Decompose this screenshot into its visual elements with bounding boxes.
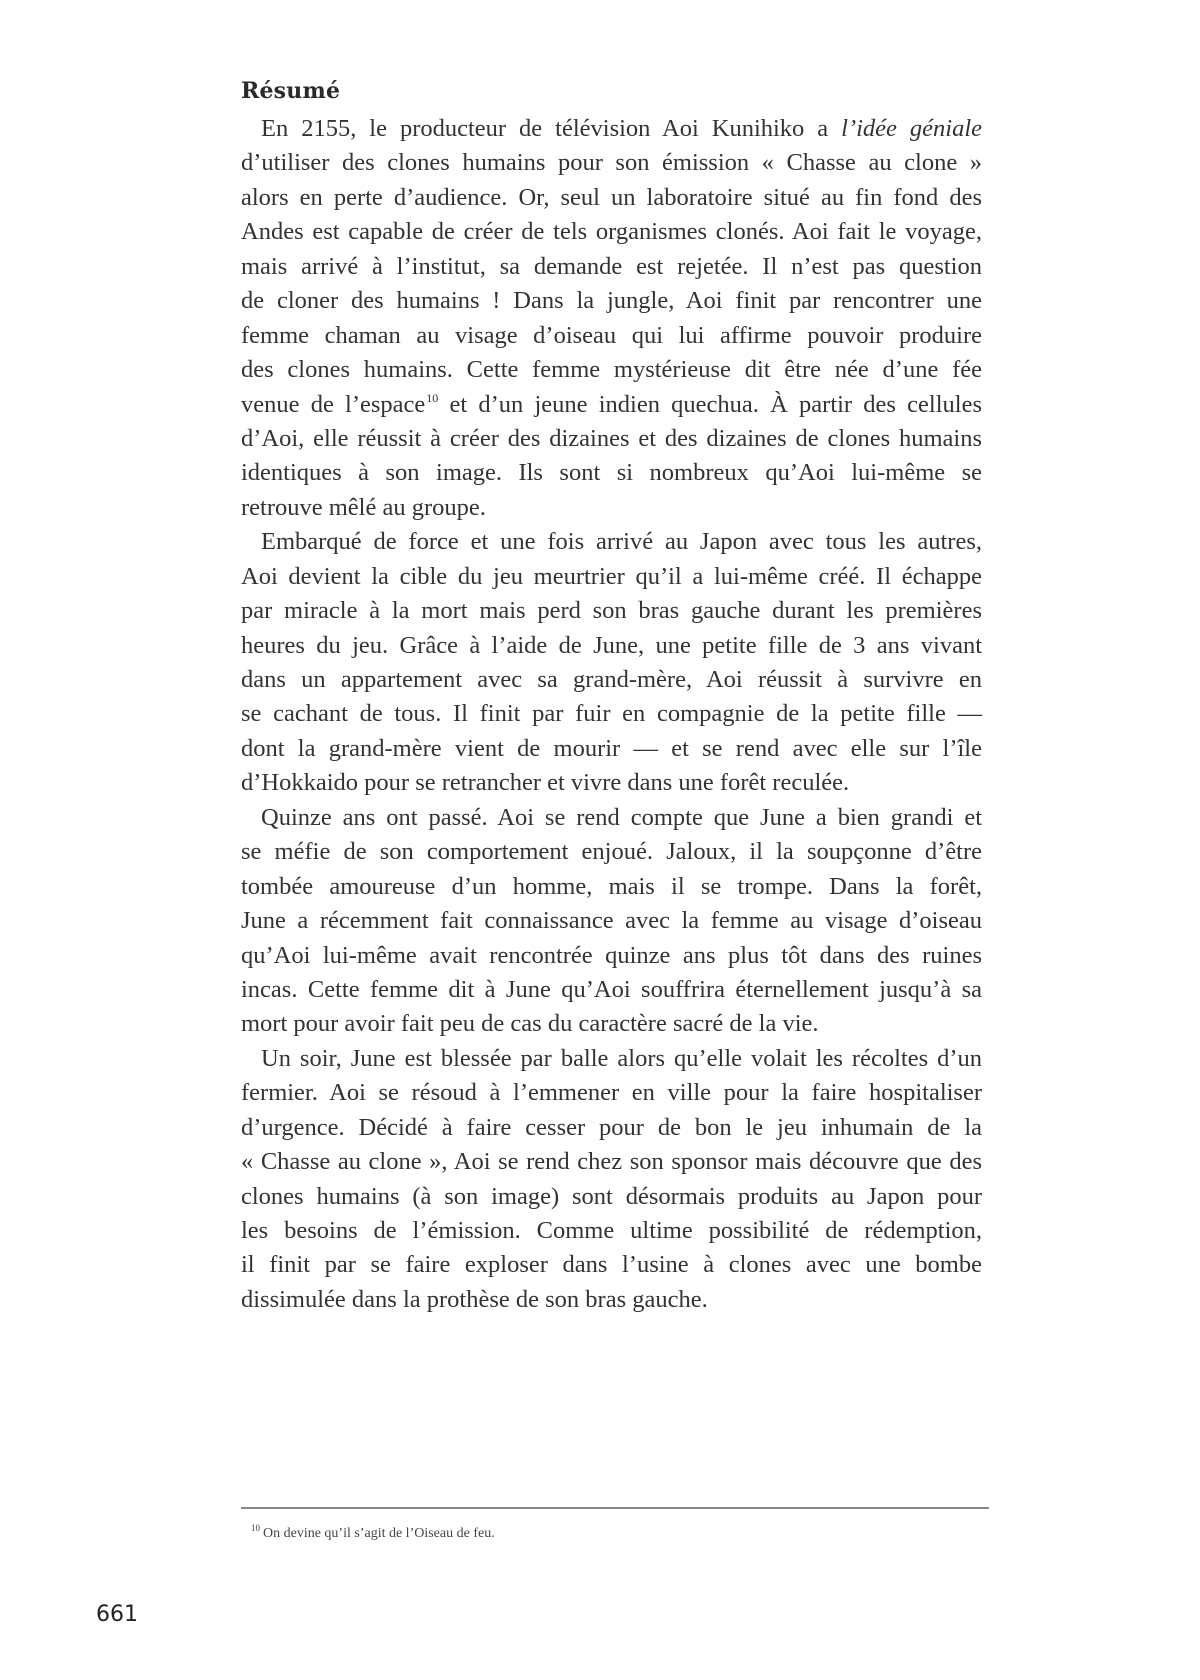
footnote-divider [241,1507,989,1509]
text-line: tombée amoureuse d’un homme, mais il se trompe. Dans la forêt, [241,872,982,900]
text-line: clones humains (à son image) sont désormais produits au Japon pour [241,1182,982,1210]
footnote [251,1523,495,1542]
text-line: se cachant de tous. Il finit par fuir en compagnie de la petite fille — [241,700,982,728]
text-line: de cloner des humains ! Dans la jungle, Aoi finit par rencontrer une [241,287,982,315]
text-line: Quinze ans ont passé. Aoi se rend compte que June a bien grandi et [261,803,982,831]
emphasized-text: l’idée géniale [841,115,982,142]
text-line: qu’Aoi lui-même avait rencontrée quinze ans plus tôt dans des ruines [241,941,982,969]
text-line: mais arrivé à l’institut, sa demande est rejetée. Il n’est pas question [241,252,982,280]
text-line: heures du jeu. Grâce à l’aide de June, une petite fille de 3 ans vivant [241,631,982,659]
text-line: alors en perte d’audience. Or, seul un laboratoire situé au fin fond des [241,183,982,211]
text-line: par miracle à la mort mais perd son bras gauche durant les premières [241,597,982,625]
text-line: Aoi devient la cible du jeu meurtrier qu’il a lui-même créé. Il échappe [241,562,982,590]
text-line: incas. Cette femme dit à June qu’Aoi souffrira éternellement jusqu’à sa [241,975,982,1003]
text-line: fermier. Aoi se résoud à l’emmener en ville pour la faire hospitaliser [241,1079,982,1107]
text-line: June a récemment fait connaissance avec la femme au visage d’oiseau [241,907,982,935]
text-line: mort pour avoir fait peu de cas du caractère sacré de la vie. [241,1010,819,1038]
text-segment: En 2155, le producteur de télévision Aoi Kunihiko a [261,115,842,142]
text-line: identiques à son image. Ils sont si nombreux qu’Aoi lui-même se [241,459,982,487]
text-line: d’utiliser des clones humains pour son émission « Chasse au clone » [241,149,982,177]
footnote-text: On devine qu’il s’agit de l’Oiseau de feu. [263,1526,495,1541]
text-line: des clones humains. Cette femme mystérieuse dit être née d’une fée [241,356,982,384]
text-line: Un soir, June est blessée par balle alors qu’elle volait les récoltes d’un [261,1044,982,1072]
footnote-reference[interactable]: 10 [426,390,439,405]
text-line: dissimulée dans la prothèse de son bras gauche. [241,1285,708,1313]
text-line: d’Hokkaido pour se retrancher et vivre dans une forêt reculée. [241,769,850,797]
text-line: les besoins de l’émission. Comme ultime possibilité de rédemption, [241,1217,982,1244]
text-segment: venue de l’espace [241,390,426,418]
text-segment: et d’un jeune indien quechua. À partir des cellules [438,390,982,418]
section-heading: Résumé [241,78,341,104]
text-line: femme chaman au visage d’oiseau qui lui affirme pouvoir produire [241,321,982,349]
summary-body [241,112,982,1317]
text-line: se méfie de son comportement enjoué. Jaloux, il la soupçonne d’être [241,838,982,866]
text-line [241,388,982,422]
text-line: dans un appartement avec sa grand-mère, Aoi réussit à survivre en [241,666,982,693]
footnote-number: 10 [251,1523,260,1533]
page-number: 661 [96,1602,138,1627]
text-line: d’urgence. Décidé à faire cesser pour de bon le jeu inhumain de la [241,1113,982,1141]
text-line: « Chasse au clone », Aoi se rend chez son sponsor mais découvre que des [241,1148,982,1176]
text-line: retrouve mêlé au groupe. [241,493,486,521]
text-line: il finit par se faire exploser dans l’usine à clones avec une bombe [241,1251,982,1279]
text-line [241,112,982,146]
text-line: dont la grand-mère vient de mourir — et se rend avec elle sur l’île [241,734,982,762]
text-line: Andes est capable de créer de tels organismes clonés. Aoi fait le voyage, [241,218,982,246]
text-line: d’Aoi, elle réussit à créer des dizaines et des dizaines de clones humains [241,424,982,452]
text-line: Embarqué de force et une fois arrivé au Japon avec tous les autres, [261,528,982,556]
